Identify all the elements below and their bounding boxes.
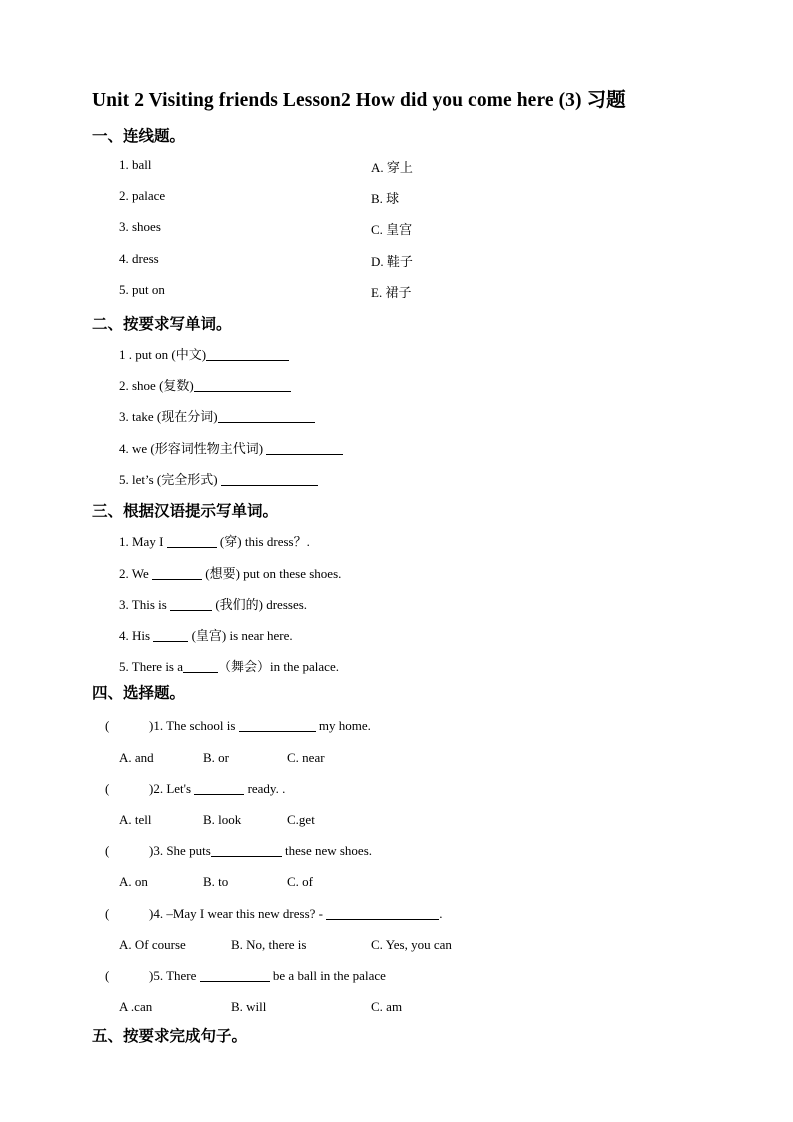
hint-question xyxy=(119,594,307,613)
section-heading-word-forms: 二、按要求写单词。 xyxy=(92,316,232,333)
hint-text-after: (穿) this dress？. xyxy=(216,534,310,549)
choice-option[interactable]: C. am xyxy=(371,999,403,1014)
hint-question xyxy=(119,563,341,582)
match-right-item: B. 球 xyxy=(371,191,400,206)
choice-option[interactable]: C.get xyxy=(287,812,315,827)
answer-blank[interactable] xyxy=(152,566,202,580)
word-question-text: 1 . put on (中文) xyxy=(119,347,207,362)
section-heading-multiple-choice: 四、选择题。 xyxy=(92,685,186,702)
answer-blank[interactable] xyxy=(194,781,244,795)
match-right-item: C. 皇宫 xyxy=(371,222,413,237)
hint-question xyxy=(119,656,339,675)
word-question-text: 4. we (形容词性物主代词) xyxy=(119,441,267,456)
choice-text-after: my home. xyxy=(315,718,371,733)
section-heading-chinese-hints: 三、根据汉语提示写单词。 xyxy=(92,503,279,520)
choice-text-after: be a ball in the palace xyxy=(269,968,386,983)
section-heading-matching: 一、连线题。 xyxy=(92,128,186,145)
match-right-item: D. 鞋子 xyxy=(371,254,413,269)
choice-option[interactable]: B. to xyxy=(203,874,229,889)
choice-text-before: )3. She puts xyxy=(149,843,211,858)
hint-text-before: 5. There is a xyxy=(119,659,184,674)
choice-option[interactable]: C. near xyxy=(287,750,325,765)
choice-option[interactable]: B. or xyxy=(203,750,229,765)
answer-blank[interactable] xyxy=(170,597,212,611)
hint-text-after: （舞会）in the palace. xyxy=(218,659,339,674)
answer-paren[interactable]: ( xyxy=(105,906,110,921)
choice-question xyxy=(105,968,386,984)
page-title: Unit 2 Visiting friends Lesson2 How did you come here (3) 习题 xyxy=(92,90,626,111)
hint-text-after: (我们的) dresses. xyxy=(212,597,308,612)
choice-text-after: these new shoes. xyxy=(281,843,373,858)
match-right-item: E. 裙子 xyxy=(371,285,412,300)
match-right-item: A. 穿上 xyxy=(371,160,413,175)
hint-text-before: 3. This is xyxy=(119,597,171,612)
choice-text-before: )4. –May I wear this new dress? - xyxy=(149,906,327,921)
word-question xyxy=(119,438,343,457)
match-left-item: 2. palace xyxy=(119,188,166,203)
choice-question xyxy=(105,843,372,859)
choice-option[interactable]: A. Of course xyxy=(119,937,186,952)
answer-blank[interactable] xyxy=(221,472,318,486)
hint-text-before: 2. We xyxy=(119,566,153,581)
hint-text-after: (皇宫) is near here. xyxy=(188,628,293,643)
hint-question xyxy=(119,531,310,550)
hint-question xyxy=(119,625,293,644)
choice-question xyxy=(105,718,371,734)
hint-text-before: 1. May I xyxy=(119,534,167,549)
match-left-item: 3. shoes xyxy=(119,219,161,234)
choice-option[interactable]: A. on xyxy=(119,874,148,889)
word-question-text: 2. shoe (复数) xyxy=(119,378,194,393)
word-question xyxy=(119,375,291,394)
choice-option[interactable]: A. and xyxy=(119,750,154,765)
answer-blank[interactable] xyxy=(218,409,315,423)
answer-blank[interactable] xyxy=(153,628,188,642)
hint-text-before: 4. His xyxy=(119,628,154,643)
choice-text-before: )2. Let's xyxy=(149,781,195,796)
choice-option[interactable]: A. tell xyxy=(119,812,152,827)
answer-blank[interactable] xyxy=(200,968,270,982)
choice-text-before: )5. There xyxy=(149,968,200,983)
choice-option[interactable]: B. No, there is xyxy=(231,937,307,952)
word-question-text: 5. let’s (完全形式) xyxy=(119,472,221,487)
answer-blank[interactable] xyxy=(239,718,316,732)
choice-option[interactable]: B. will xyxy=(231,999,267,1014)
answer-blank[interactable] xyxy=(206,347,289,361)
word-question-text: 3. take (现在分词) xyxy=(119,409,218,424)
answer-blank[interactable] xyxy=(211,843,282,857)
answer-paren[interactable]: ( xyxy=(105,718,110,733)
answer-paren[interactable]: ( xyxy=(105,781,110,796)
choice-option[interactable]: C. of xyxy=(287,874,313,889)
choice-text-after: ready. . xyxy=(244,781,286,796)
match-left-item: 4. dress xyxy=(119,251,159,266)
choice-option[interactable]: C. Yes, you can xyxy=(371,937,452,952)
answer-blank[interactable] xyxy=(167,534,217,548)
answer-blank[interactable] xyxy=(326,906,439,920)
choice-text-before: )1. The school is xyxy=(149,718,239,733)
choice-option[interactable]: A .can xyxy=(119,999,153,1014)
match-left-item: 5. put on xyxy=(119,282,165,297)
choice-text-after: . xyxy=(439,906,443,921)
answer-blank[interactable] xyxy=(194,378,291,392)
word-question xyxy=(119,469,318,488)
hint-text-after: (想要) put on these shoes. xyxy=(202,566,342,581)
answer-blank[interactable] xyxy=(266,441,343,455)
choice-question xyxy=(105,906,443,922)
match-left-item: 1. ball xyxy=(119,157,152,172)
answer-paren[interactable]: ( xyxy=(105,843,110,858)
word-question xyxy=(119,344,289,363)
answer-paren[interactable]: ( xyxy=(105,968,110,983)
word-question xyxy=(119,406,315,425)
answer-blank[interactable] xyxy=(183,659,218,673)
choice-option[interactable]: B. look xyxy=(203,812,242,827)
choice-question xyxy=(105,781,285,797)
section-heading-complete-sentences: 五、按要求完成句子。 xyxy=(92,1028,248,1045)
